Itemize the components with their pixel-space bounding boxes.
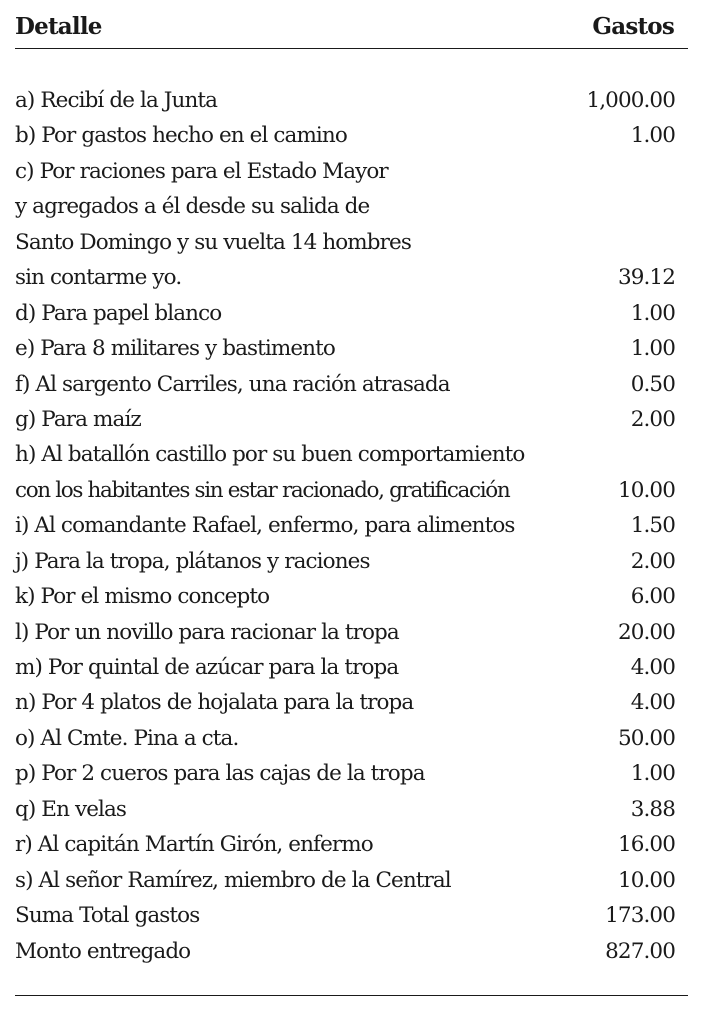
row-amount: 20.00 [617, 619, 675, 645]
row-detail: o) Al Cmte. Pina a cta. [15, 725, 239, 751]
table-row [15, 792, 675, 827]
row-amount: 2.00 [630, 548, 675, 574]
row-detail: q) En velas [15, 796, 127, 822]
table-row [15, 402, 675, 437]
table-row [15, 154, 675, 189]
row-detail: b) Por gastos hecho en el camino [15, 123, 347, 149]
row-amount: 1.00 [630, 123, 675, 149]
table-row [15, 579, 675, 614]
row-detail: Santo Domingo y su vuelta 14 hombres [15, 229, 411, 255]
row-detail: i) Al comandante Rafael, enfermo, para alimentos [15, 513, 515, 539]
row-amount: 1.50 [630, 513, 675, 539]
table-header [15, 12, 688, 49]
row-amount: 827.00 [605, 938, 675, 964]
table-row [15, 260, 675, 295]
table-row [15, 508, 675, 543]
table-row [15, 473, 675, 508]
row-amount: 50.00 [617, 725, 675, 751]
table-row [15, 83, 675, 118]
row-amount: 1.00 [630, 336, 675, 362]
row-detail: c) Por raciones para el Estado Mayor [15, 158, 388, 184]
row-detail: f) Al sargento Carriles, una ración atrasada [15, 371, 450, 397]
row-amount: 1.00 [630, 300, 675, 326]
row-amount: 4.00 [630, 655, 675, 680]
row-amount: 1,000.00 [586, 88, 675, 113]
row-detail: n) Por 4 platos de hojalata para la tropa [15, 690, 414, 716]
row-detail: j) Para la tropa, plátanos y raciones [15, 548, 370, 574]
row-amount: 4.00 [630, 690, 675, 716]
row-detail: Suma Total gastos [15, 903, 200, 929]
header-detail: Detalle [15, 13, 102, 40]
total-expenses-row [15, 898, 675, 933]
table-row [15, 863, 675, 898]
table-row [15, 189, 675, 224]
row-amount: 2.00 [630, 406, 675, 432]
row-amount: 10.00 [617, 477, 675, 503]
expense-table [15, 0, 688, 1015]
table-row [15, 118, 675, 153]
row-detail: m) Por quintal de azúcar para la tropa [15, 655, 399, 680]
header-expenses: Gastos [592, 13, 674, 40]
row-detail: con los habitantes sin estar racionado, gratificación [15, 477, 510, 503]
row-detail: s) Al señor Ramírez, miembro de la Central [15, 867, 451, 893]
table-row [15, 296, 675, 331]
row-detail: Monto entregado [15, 938, 191, 964]
row-amount: 16.00 [617, 832, 675, 858]
table-row [15, 615, 675, 650]
table-row [15, 721, 675, 756]
row-detail: d) Para papel blanco [15, 300, 222, 326]
table-row [15, 827, 675, 862]
table-row [15, 437, 675, 472]
table-row [15, 544, 675, 579]
row-detail: a) Recibí de la Junta [15, 88, 218, 113]
row-detail: h) Al batallón castillo por su buen comportamiento [15, 442, 525, 468]
row-amount: 173.00 [605, 903, 675, 929]
row-amount: 0.50 [630, 371, 675, 397]
table-row [15, 650, 675, 685]
row-detail: sin contarme yo. [15, 265, 182, 291]
row-amount: 10.00 [617, 867, 675, 893]
row-detail: g) Para maíz [15, 406, 141, 432]
table-row [15, 685, 675, 720]
amount-delivered-row [15, 934, 675, 969]
bottom-divider [15, 995, 688, 996]
table-body [15, 83, 675, 969]
row-amount: 1.00 [630, 761, 675, 787]
row-amount: 3.88 [630, 796, 675, 822]
table-row [15, 367, 675, 402]
row-detail: k) Por el mismo concepto [15, 584, 270, 610]
row-detail: l) Por un novillo para racionar la tropa [15, 619, 399, 645]
row-detail: p) Por 2 cueros para las cajas de la tropa [15, 761, 425, 787]
row-amount: 6.00 [630, 584, 675, 610]
table-row [15, 756, 675, 791]
row-detail: y agregados a él desde su salida de [15, 194, 370, 220]
row-detail: e) Para 8 militares y bastimento [15, 336, 335, 362]
table-row [15, 225, 675, 260]
row-amount: 39.12 [617, 265, 675, 291]
table-row [15, 331, 675, 366]
row-detail: r) Al capitán Martín Girón, enfermo [15, 832, 373, 858]
